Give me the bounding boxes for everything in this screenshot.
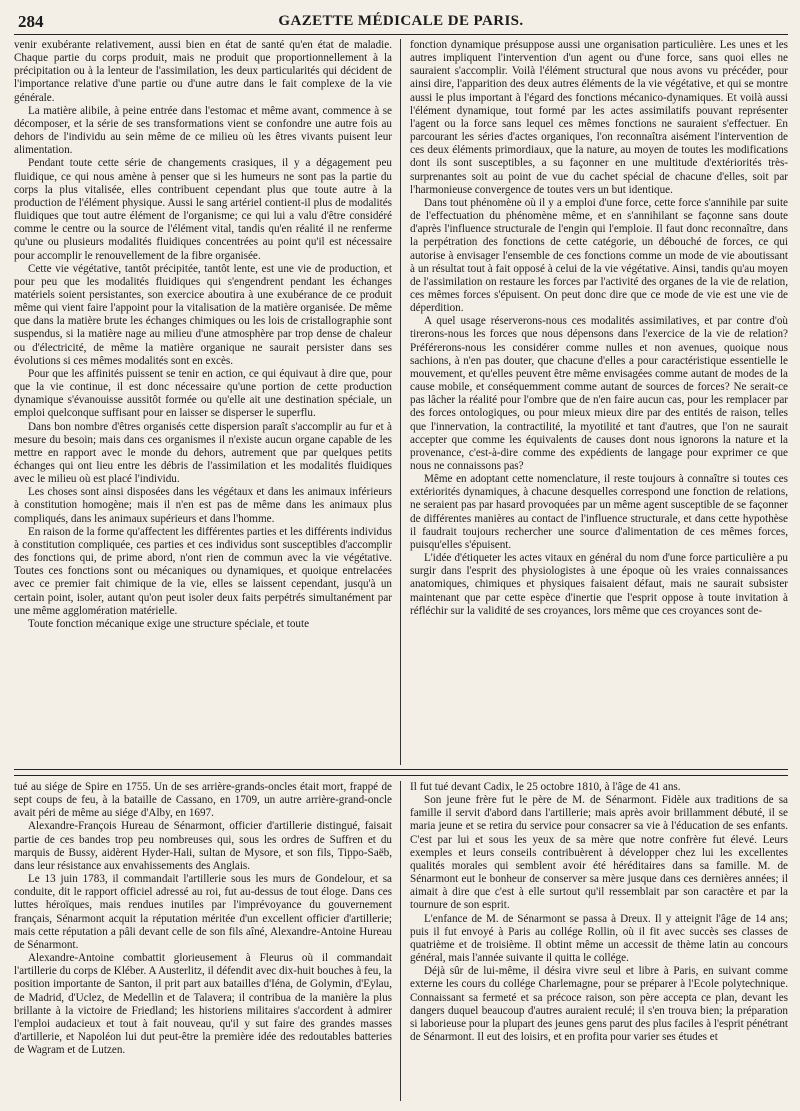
biography-left-column xyxy=(14,781,392,1101)
biography-right-column xyxy=(410,781,788,1101)
paragraph: Pour que les affinités puissent se tenir en action, ce qui équivaut à dire que, pour que la vie continue, il est donc nécessaire qu'une portion de cette production dynamique s'évanouisse aussitôt formée ou qu'elle ait une destination spéciale, un emploi quelconque suffisant pour en laisser se disperser le superflu. xyxy=(14,367,392,420)
column-divider xyxy=(400,39,401,765)
paragraph: tué au siége de Spire en 1755. Un de ses arrière-grands-oncles était mort, frappé de sept coups de feu, à la bataille de Cassano, en 1709, un autre arrière-grand-oncle avait péri de même au siége d'Alby, en 1697. xyxy=(14,781,392,820)
paragraph: Il fut tué devant Cadix, le 25 octobre 1810, à l'âge de 41 ans. xyxy=(410,781,681,793)
paragraph: Alexandre-Antoine combattit glorieusement à Fleurus où il commandait l'artillerie du corps de Kléber. A Austerlitz, il défendit avec dix-huit bouches à feu, la position importante de Santon, il prit part aux batailles d'Iéna, de Golymin, d'Eylau, de Madrid, d'Uclez, de Medellin et de Talavera; il contribua de la manière la plus brillante à la victoire de Friedland; les historiens militaires s'accordent à admirer l'emploi audacieux et tout à fait nouveau, qu'il y sut faire des grandes masses d'artillerie, et Napoléon lui dut peut-être la première idée des redoutables batteries de Wagram et de Lutzen. xyxy=(14,952,392,1057)
paragraph: fonction dynamique présuppose aussi une organisation particulière. Les unes et les autres impliquent l'intervention d'un agent ou d'une force, sans quoi elles ne sauraient s'accomplir. Voilà l'élément structural que nous avons vu précéder, pour ainsi dire, l'apparition des deux autres éléments de la vie végétative, et qui se montre aussi le plus important à l'égard des fonctions mécanico-dynamiques. Et voilà aussi l'élément dynamique, tout formé par les actes assimilatifs pouvant représenter l'agent ou la force sans lequel ces mêmes fonctions ne sauraient s'effectuer. En parcourant les séries d'actes organiques, l'on reconnaîtra aisément l'intervention de ces deux éléments primordiaux, que la nature, au moyen de toutes les modifications dont ils sont susceptibles, a su façonner en une multitude d'extériorités très-surprenantes soit au point de vue du cachet spécial de chacune d'elles, soit par l'harmonieuse convergence de toutes vers un but identique. xyxy=(410,39,788,196)
main-article xyxy=(14,39,788,765)
paragraph: venir exubérante relativement, aussi bien en état de santé qu'en état de maladie. Chaque partie du corps produit, mais ne produit que proportionnellement à la précipitation ou à la lenteur de l'assimilation, les deux particularités qui décident de l'importance relative d'une partie ou d'une autre dans le fait complexe de la vie générale. xyxy=(14,39,392,104)
column-divider xyxy=(400,781,401,1101)
paragraph: L'idée d'étiqueter les actes vitaux en général du nom d'une force particulière a pu surgir dans l'esprit des physiologistes à une époque où les vraies connaissances anatomiques, chimiques et physiques faisaient défaut, mais ne saurait subsister maintenant que par cette espèce d'inertie que l'esprit oppose à toute invitation à réfléchir sur la validité de ses croyances, lors même que ces croyances sont de- xyxy=(410,552,788,617)
paragraph: Toute fonction mécanique exige une structure spéciale, et toute xyxy=(28,617,310,630)
paragraph: L'enfance de M. de Sénarmont se passa à Dreux. Il y atteignit l'âge de 14 ans; puis il fut envoyé à Paris au collége Rollin, où il fit avec succès ses classes de quatrième et de troisième. Il obtint même un accessit de thème latin au concours général, mais l'année suivante il quitta le collége. xyxy=(410,912,788,965)
biography-section xyxy=(14,781,788,1101)
paragraph: Même en adoptant cette nomenclature, il reste toujours à connaître si toutes ces extériorités dynamiques, à chacune desquelles correspond une fonction de relations, ne seraient pas par hasard provoquées par un même agent susceptible de se façonner de différentes manières au contact de l'influence structurale, et dans cette hypothèse il faudrait toujours rechercher une source d'alimentation de ces mêmes forces, puisqu'elles s'épuisent. xyxy=(410,473,788,551)
paragraph: A quel usage réserverons-nous ces modalités assimilatives, et par contre d'où tirerons-nous les forces que nous dépensons dans l'exercice de la vie de relation? Préférerons-nous les considérer comme nulles et non avenues, quoique nous sachions, à n'en pas douter, que chacune d'elles a pour caractéristique essentielle le mouvement, et qu'elles peuvent être même envisagées comme autant de modes de la cause mobile, et conséquemment comme autant de sources de forces? Ne serait-ce pas lâcher la réalité pour l'ombre que de n'en faire aucun cas, pour les remplacer par des forces ontologiques, ou pour mieux mieux dire par des entités de raison, telles que l'innervation, la contractilité, la myotilité et tant d'autres, que l'on ne saurait accepter que comme les équivalents de causes dont nous ignorons la nature et la provenance, c'est-à-dire comme des expédients de langage pour exprimer ce que nous ne connaissons pas? xyxy=(410,315,788,472)
paragraph: Le 13 juin 1783, il commandait l'artillerie sous les murs de Gondelour, et sa conduite, dit le rapport officiel adressé au roi, fut au-dessus de tout éloge. Dans ces luttes héroïques, mais rendues inutiles par l'imprévoyance du gouvernement français, Sénarmont acquit la réputation méritée d'un excellent officier d'artillerie; mais cette réputation a pâli devant celle de son fils aîné, Alexandre-Antoine Hureau de Sénarmont. xyxy=(14,873,392,951)
paragraph: Déjà sûr de lui-même, il désira vivre seul et libre à Paris, en suivant comme externe les cours du collége Charlemagne, pour se préparer à l'Ecole polytechnique. Connaissant sa fermeté et sa précoce raison, son père accepta ce plan, devant les dangers duquel beaucoup d'autres auraient reculé; il s'en trouva bien; la préparation si laborieuse pour la plupart des jeunes gens parut des plus faciles à l'esprit pénétrant de Sénarmont. Il eut des loisirs, et en profita pour varier ses études et xyxy=(410,965,788,1043)
newspaper-page xyxy=(14,12,788,1102)
main-article-right-column xyxy=(410,39,788,765)
paragraph: Les choses sont ainsi disposées dans les végétaux et dans les animaux inférieurs à constitution homogène; mais il n'en est pas de même dans les animaux plus compliqués, dans les animaux supérieurs et dans l'homme. xyxy=(14,486,392,525)
paragraph: La matière alibile, à peine entrée dans l'estomac et même avant, commence à se décomposer, et la série de ses transformations vient se confondre une autre fois au dehors de l'individu au sein même de ce milieu où les êtres vivants puisent leur alimentation. xyxy=(14,104,392,157)
paragraph: Son jeune frère fut le père de M. de Sénarmont. Fidèle aux traditions de sa famille il servit d'abord dans l'artillerie; mais après avoir brillamment débuté, il se maria jeune et se retira du service pour consacrer sa vie à l'éducation de ses enfants. C'est par lui et sous les yeux de sa mère que notre confrère fut élevé. Leurs exemples et leurs conseils contribuèrent à développer chez lui les excellentes qualités morales qui semblent avoir été héréditaires dans sa famille. M. de Sénarmont eut le bonheur de conserver sa mère jusque dans ces dernières années; il aimait à dire que c'est à elle surtout qu'il ressemblait par son caractère et par la tournure de son esprit. xyxy=(410,794,788,912)
section-divider xyxy=(14,769,788,770)
paragraph: Alexandre-François Hureau de Sénarmont, officier d'artillerie distingué, faisait partie de ces bandes trop peu nombreuses qui, sous les ordres de Suffren et du marquis de Bussy, aidèrent Hyder-Hali, sultan de Mysore, et son fils, Tippo-Saëb, dans leur résistance aux envahissements des Anglais. xyxy=(14,820,392,872)
journal-title: GAZETTE MÉDICALE DE PARIS. xyxy=(278,13,524,29)
section-divider-thin xyxy=(14,775,788,776)
paragraph: En raison de la forme qu'affectent les différentes parties et les différents individus à constitution compliquée, ces parties et ces individus sont susceptibles d'accomplir des fonctions qui, de prime abord, n'ont rien de commun avec la vie végétative. Toutes ces fonctions sont ou mécaniques ou dynamiques, et quoique entrelacées avec ce premier fait chimique de la vie, elles se laissent cependant, jusqu'à un certain point, isoler, autant qu'on peut isoler deux faits perpétrés simultanément par une même agglomération matérielle. xyxy=(14,525,392,617)
paragraph: Cette vie végétative, tantôt précipitée, tantôt lente, est une vie de production, et pour peu que les modalités fluidiques qui s'engendrent pendant les échanges matériels soient persistantes, son exercice aboutira à une exubérance de ce produit même qui vient faire l'appoint pour la vitalisation de la matière organisée. De même que dans la matière brute les échanges chimiques ou les lois de cristallographie sont suspendus, si la matière nage au milieu d'une atmosphère par trop dense de chaleur ou d'électricité, de même la matière organique ne saurait persister dans ses évolutions si ces mêmes modalités sont en excès. xyxy=(14,262,392,367)
paragraph: Pendant toute cette série de changements crasiques, il y a dégagement peu fluidique, ce qui nous amène à penser que si les humeurs ne sont pas la partie du corps la plus vitalisée, elles contribuent cependant plus que toute autre à la production de l'élément physique. Aussi le sang artériel contient-il plus de modalités fluidiques que tout autre élément de l'organisme; ce qui lui a valu d'être considéré comme le centre ou la source de l'élément vital, tandis qu'en réalité il ne renferme qu'une ou plusieurs modalités fluidiques concentrées au point qu'il est nécessaire pour accomplir le renouvellement de la fibre organisée. xyxy=(14,157,392,262)
paragraph: Dans bon nombre d'êtres organisés cette dispersion paraît s'accomplir au fur et à mesure du besoin; mais dans ces organismes il n'existe aucun organe capable de les mettre en rapport avec le monde du dehors, autrement que par quelques petits échanges qui ont lieu entre les débris de l'assimilation et les modalités fluidiques avec le milieu où est placé l'individu. xyxy=(14,420,392,486)
paragraph: Dans tout phénomène où il y a emploi d'une force, cette force s'annihile par suite de l'effectuation du phénomène même, et en s'annihilant se façonne sans doute d'après l'influence structurale de l'engin qui l'emploie. Il faut donc reconnaître, dans la perpétration des fonctions de cette catégorie, un débouché de forces, ce qui autorise à envisager l'ensemble de ces fonctions comme un mode de vie aboutissant à un résultat tout à fait opposé à celui de la vie végétative. Ainsi, tandis qu'au moyen de l'assimilation on restaure les forces par l'activité des organes de la vie de relation, ces mêmes forces s'épuisent. On peut donc dire que ce mode de vie est une vie de déperdition. xyxy=(410,196,788,315)
page-number: 284 xyxy=(18,12,44,31)
main-article-left-column xyxy=(14,39,392,765)
page-header xyxy=(14,12,788,35)
